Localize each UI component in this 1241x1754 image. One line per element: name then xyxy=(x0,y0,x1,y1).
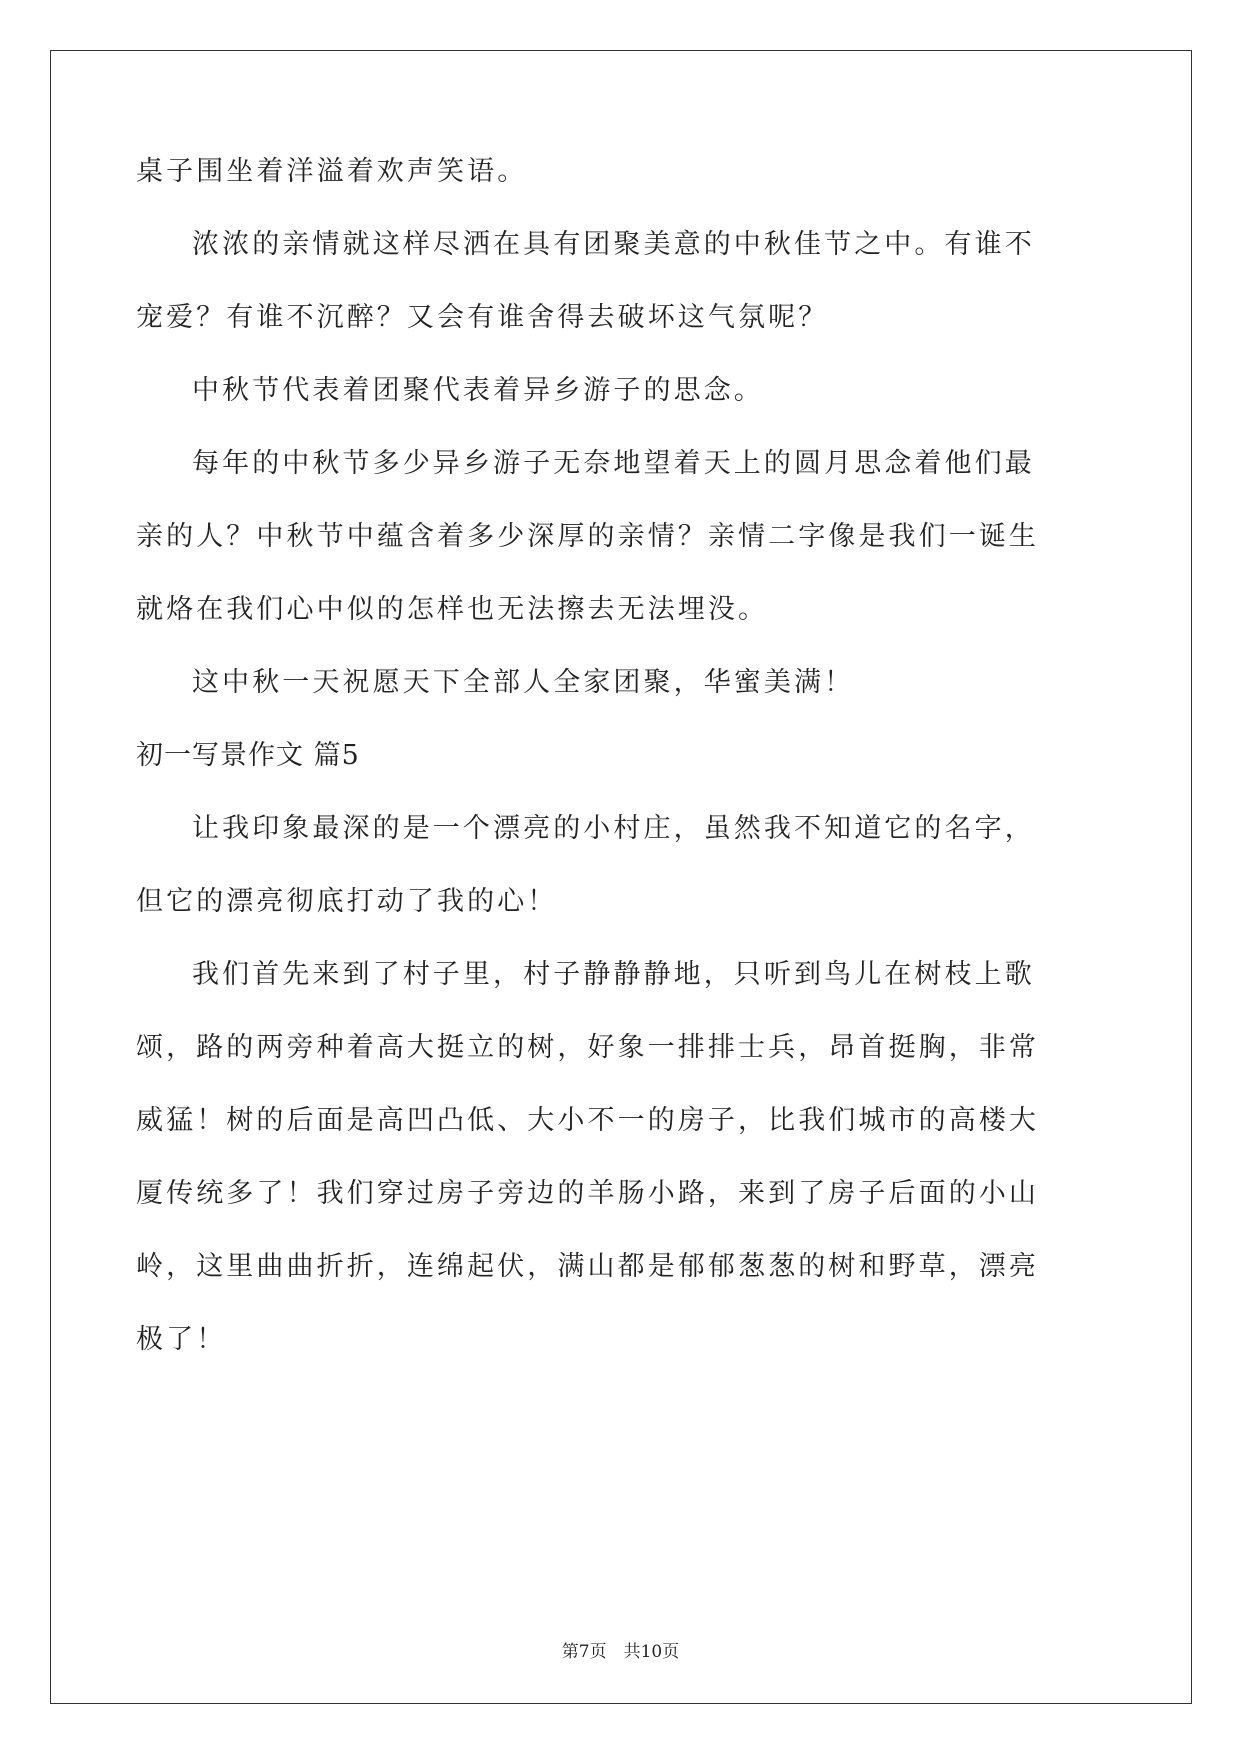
paragraph-line: 就烙在我们心中似的怎样也无法擦去无法埋没。 xyxy=(136,594,769,625)
paragraph-line: 但它的漂亮彻底打动了我的心！ xyxy=(136,886,558,917)
paragraph-line: 颂，路的两旁种着高大挺立的树，好象一排排士兵，昂首挺胸，非常 xyxy=(136,1032,1039,1063)
paragraph-line: 桌子围坐着洋溢着欢声笑语。 xyxy=(136,156,528,187)
page-footer xyxy=(0,1641,1241,1663)
paragraph-line: 浓浓的亲情就这样尽洒在具有团聚美意的中秋佳节之中。有谁不 xyxy=(192,229,1035,260)
paragraph-line: 极了！ xyxy=(136,1324,227,1355)
paragraph-line: 岭，这里曲曲折折，连绵起伏，满山都是郁郁葱葱的树和野草，漂亮 xyxy=(136,1251,1039,1282)
paragraph-line: 每年的中秋节多少异乡游子无奈地望着天上的圆月思念着他们最 xyxy=(192,448,1035,479)
paragraph-line: 亲的人？中秋节中蕴含着多少深厚的亲情？亲情二字像是我们一诞生 xyxy=(136,521,1039,552)
paragraph-line: 我们首先来到了村子里，村子静静静地，只听到鸟儿在树枝上歌 xyxy=(192,959,1035,990)
section-heading: 初一写景作文 篇5 xyxy=(136,740,360,771)
paragraph-line: 威猛！树的后面是高凹凸低、大小不一的房子，比我们城市的高楼大 xyxy=(136,1105,1039,1136)
paragraph-line: 这中秋一天祝愿天下全部人全家团聚，华蜜美满！ xyxy=(192,667,855,698)
paragraph-line: 宠爱？有谁不沉醉？又会有谁舍得去破坏这气氛呢？ xyxy=(136,302,829,333)
paragraph-line: 厦传统多了！我们穿过房子旁边的羊肠小路，来到了房子后面的小山 xyxy=(136,1178,1039,1209)
paragraph-line: 中秋节代表着团聚代表着异乡游子的思念。 xyxy=(192,375,764,406)
page-number: 第7页 共10页 xyxy=(561,1642,680,1662)
paragraph-line: 让我印象最深的是一个漂亮的小村庄，虽然我不知道它的名字， xyxy=(192,813,1035,844)
